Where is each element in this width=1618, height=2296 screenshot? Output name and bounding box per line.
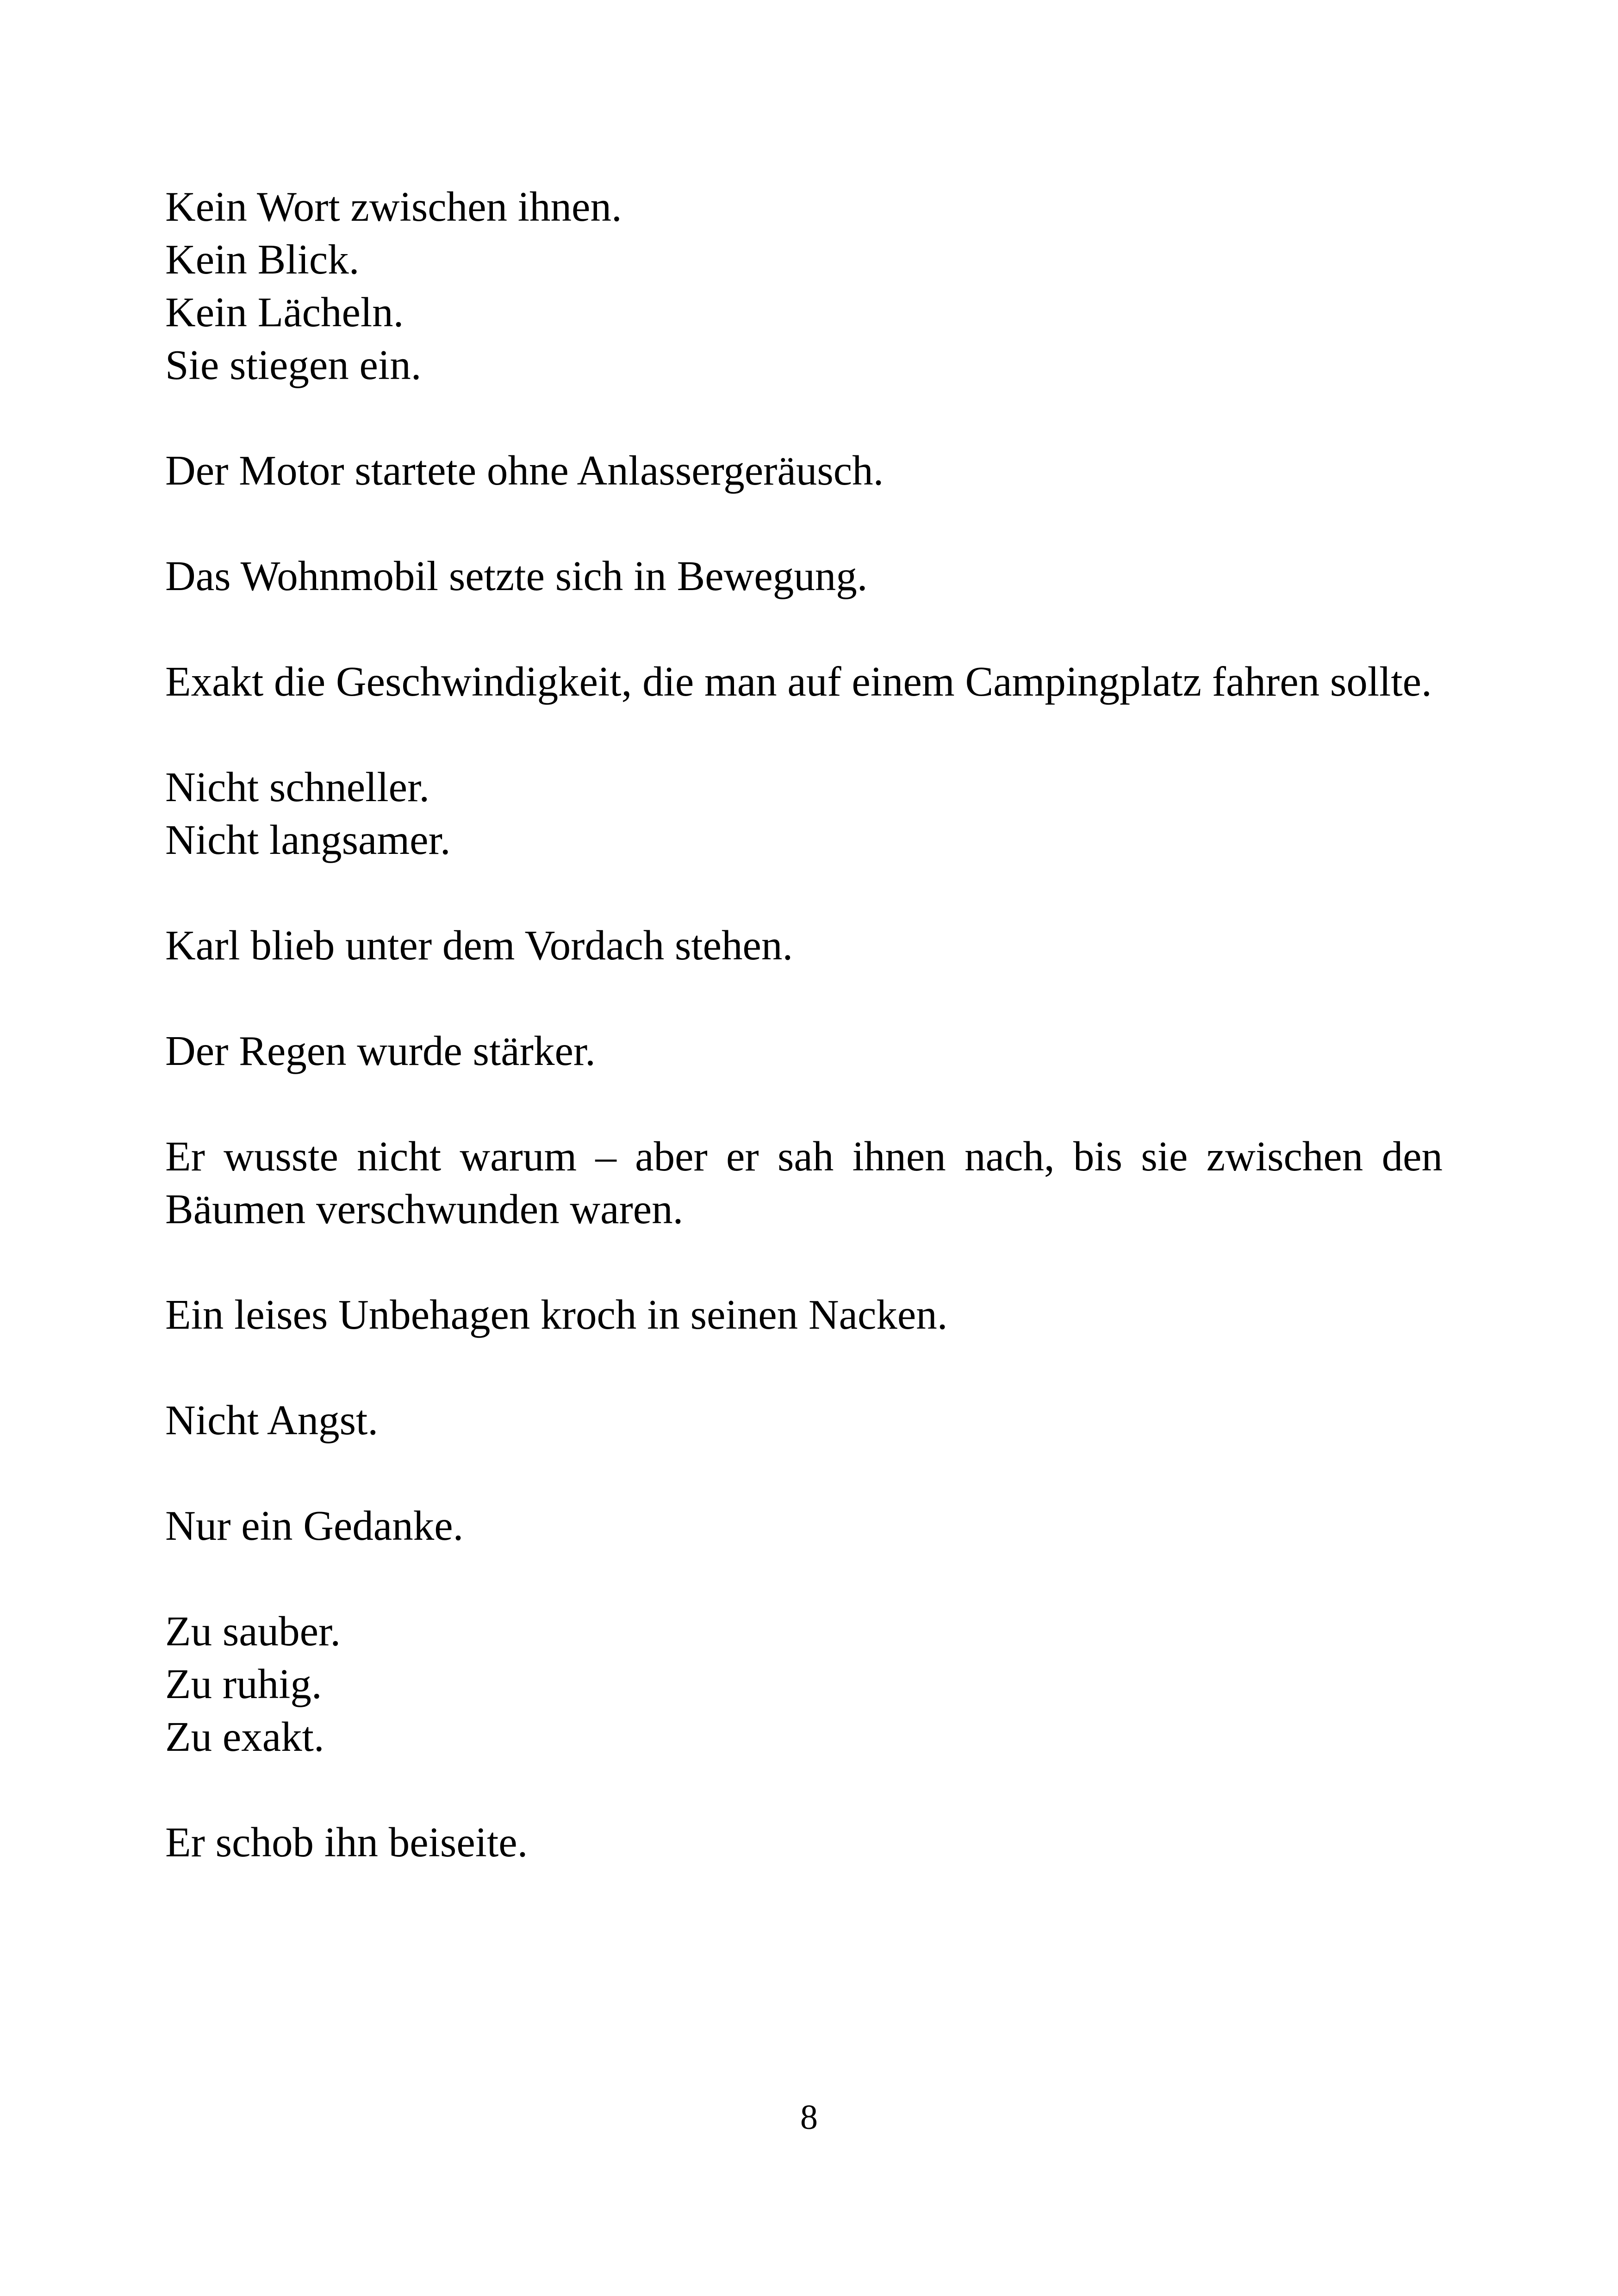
text-line: Sie stiegen ein.: [165, 342, 422, 388]
paragraph: [165, 1816, 1443, 1869]
paragraph: [165, 1394, 1443, 1447]
text-line: Zu sauber.: [165, 1608, 341, 1655]
text-line: Kein Blick.: [165, 236, 360, 283]
paragraph: [165, 1500, 1443, 1552]
text-line: Nicht langsamer.: [165, 816, 451, 863]
paragraph: [165, 1288, 1443, 1341]
text-line: Karl blieb unter dem Vordach stehen.: [165, 922, 793, 969]
paragraph: [165, 1605, 1443, 1763]
text-line: Zu ruhig.: [165, 1661, 322, 1707]
text-line: Nur ein Gedanke.: [165, 1502, 464, 1549]
paragraph: Exakt die Geschwindigkeit, die man auf einem Campingplatz fahren sollte.: [165, 658, 1432, 705]
text-line: Kein Lächeln.: [165, 289, 404, 336]
paragraph: [165, 1025, 1443, 1077]
text-line: Nicht schneller.: [165, 764, 430, 810]
paragraph: [165, 919, 1443, 972]
page-number: 8: [800, 2098, 818, 2137]
body-text: [165, 180, 1443, 1922]
text-line: Kein Wort zwischen ihnen.: [165, 183, 622, 230]
paragraph: [165, 550, 1443, 603]
text-line: Der Regen wurde stärker.: [165, 1027, 596, 1074]
text-line: Der Motor startete ohne Anlassergeräusch.: [165, 447, 884, 494]
paragraph: [165, 761, 1443, 866]
text-line: Ein leises Unbehagen kroch in seinen Nacken.: [165, 1291, 948, 1338]
paragraph: [165, 180, 1443, 392]
text-line: Nicht Angst.: [165, 1397, 379, 1444]
paragraph: [165, 444, 1443, 497]
text-line: Zu exakt.: [165, 1713, 324, 1760]
text-line: Das Wohnmobil setzte sich in Bewegung.: [165, 553, 868, 599]
paragraph: Er wusste nicht warum – aber er sah ihnen nach, bis sie zwischen den Bäumen verschwunden waren.: [165, 1133, 1443, 1232]
text-line: Er schob ihn beiseite.: [165, 1819, 528, 1866]
